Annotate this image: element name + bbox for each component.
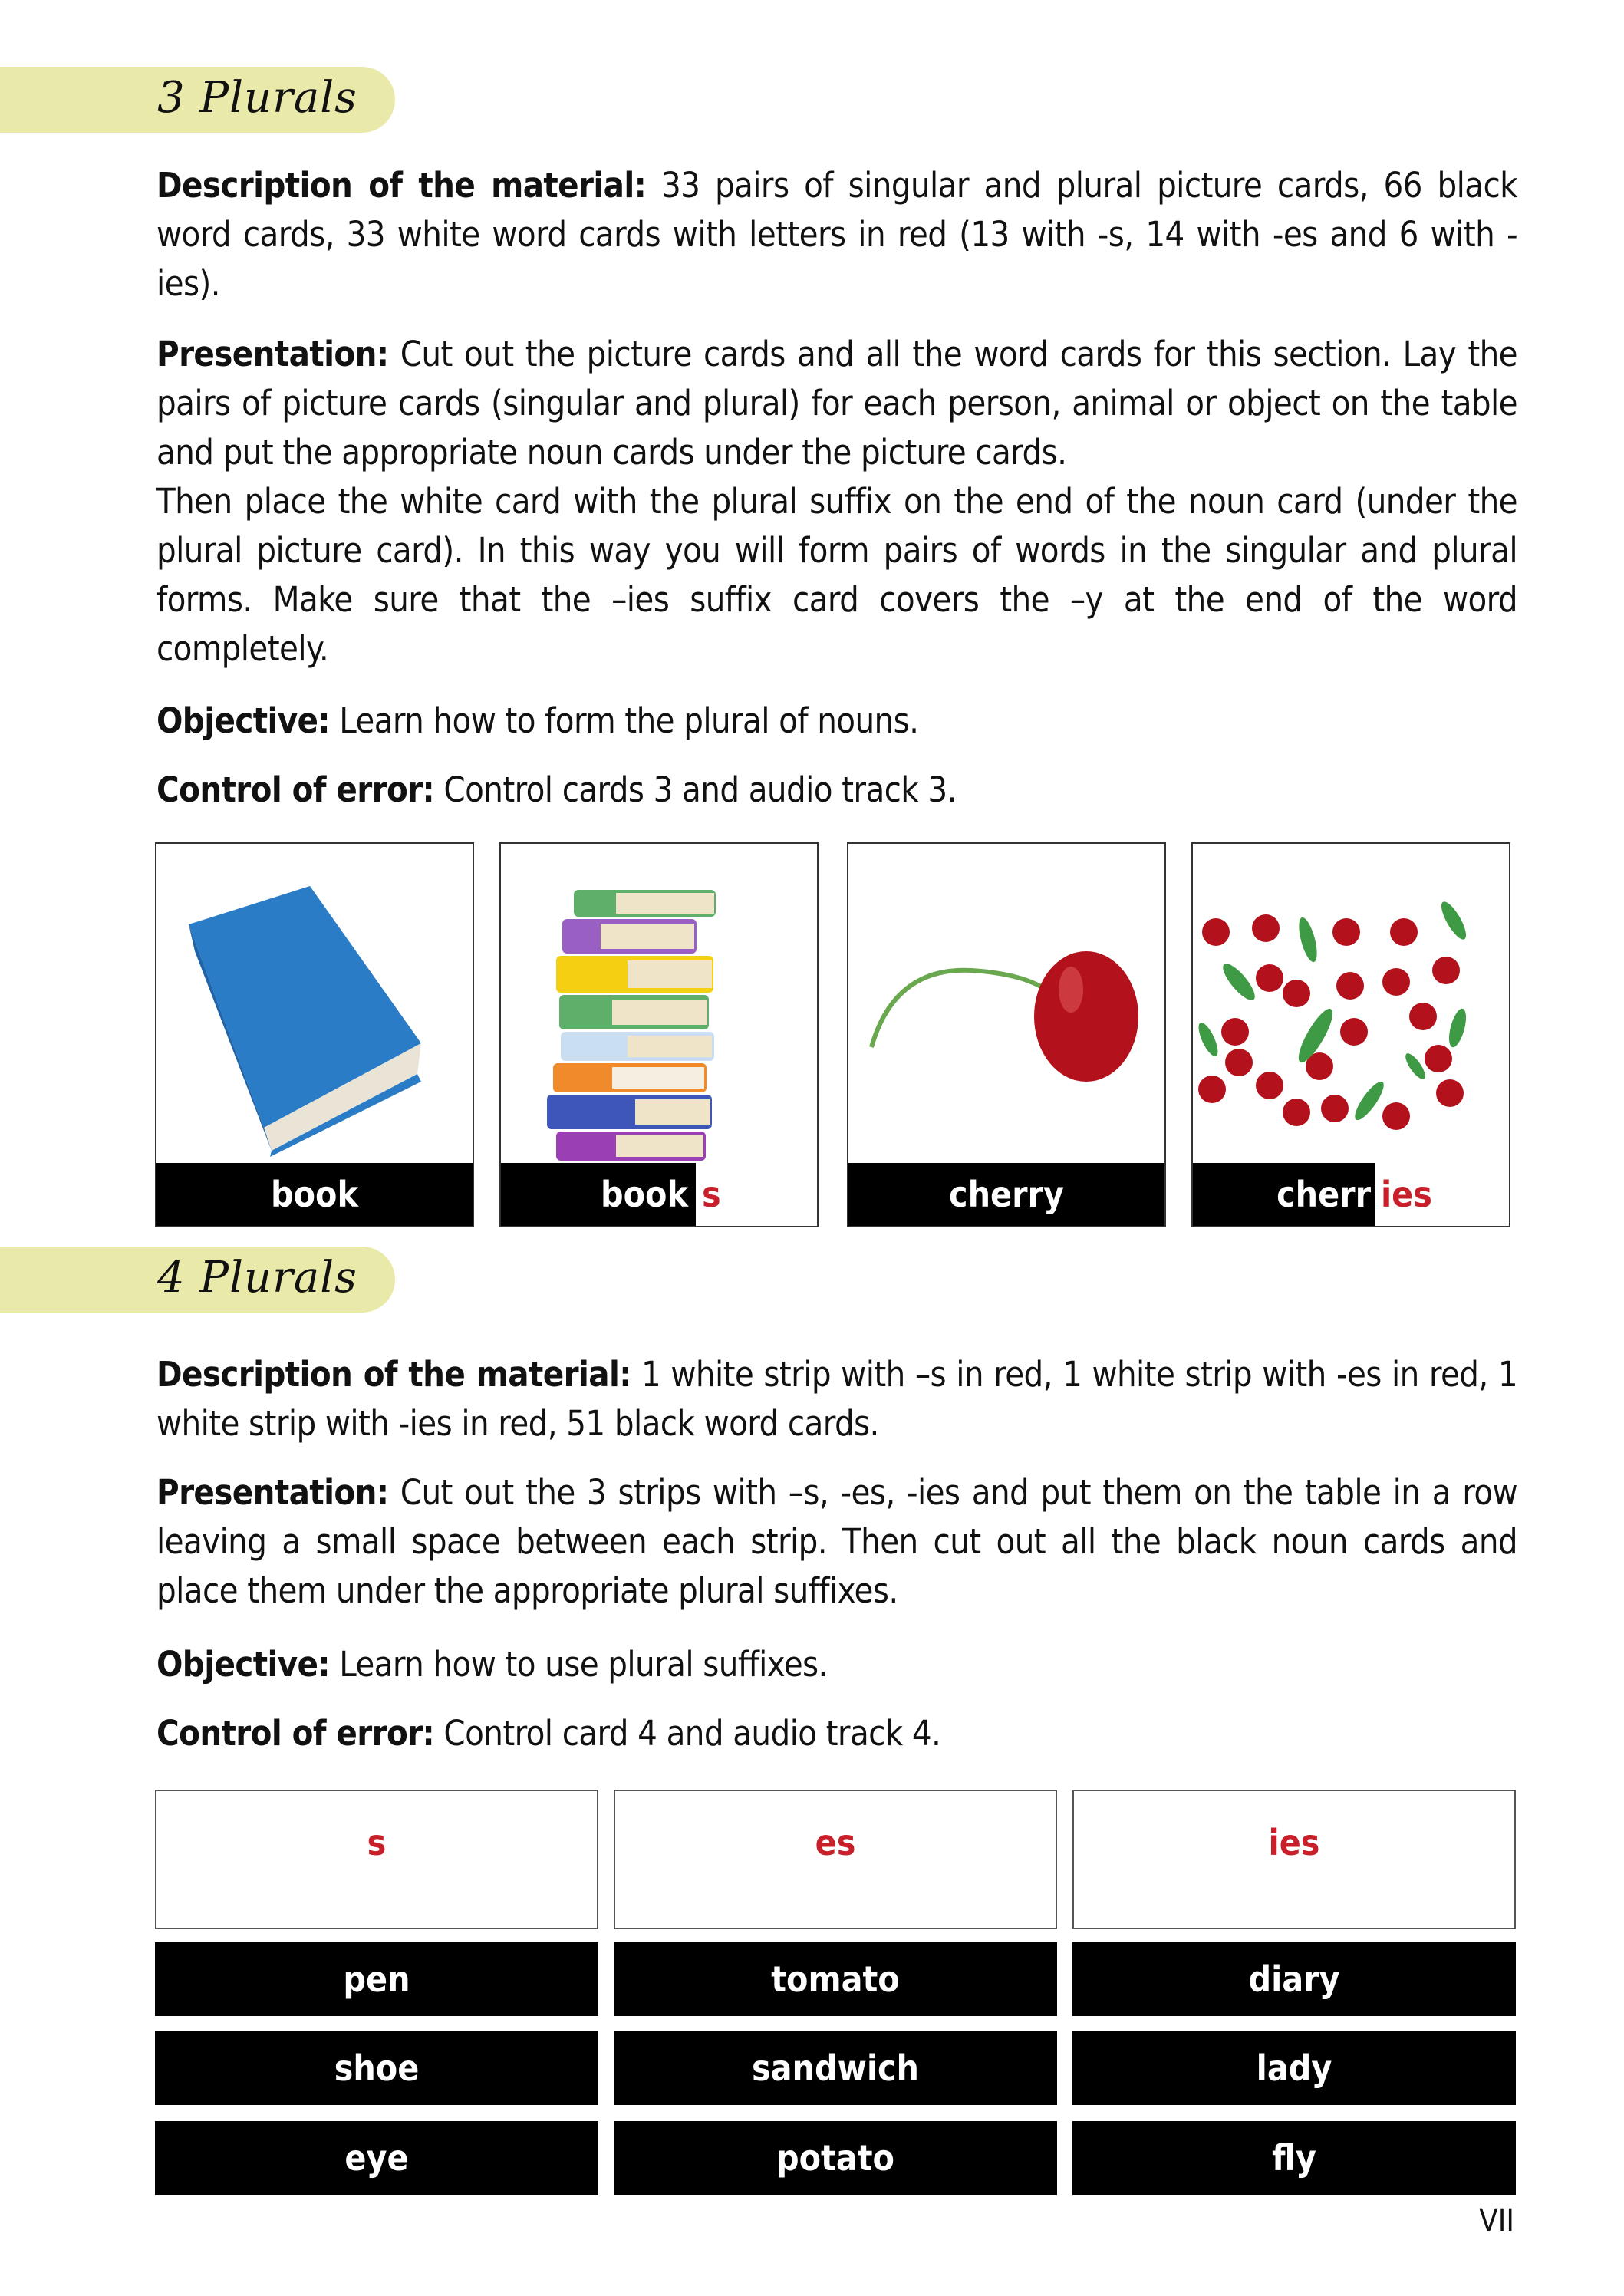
blue-book-image — [156, 844, 474, 1164]
word-band — [501, 1163, 817, 1226]
objective-label: Objective: — [156, 1644, 330, 1685]
word-card: pen — [155, 1942, 598, 2016]
presentation-label: Presentation: — [156, 1472, 389, 1513]
control-label: Control of error: — [156, 1713, 435, 1754]
word-card: potato — [614, 2121, 1057, 2195]
word-card: fly — [1072, 2121, 1516, 2195]
card-word: cherry — [949, 1174, 1064, 1215]
presentation-text-2: Then place the white card with the plural suffix on the end of the noun card (under the plural picture card). In this way you will form pairs of words in the singular and plural forms. Make sure that the –ies suffix card covers the –y at the end of the word completely. — [156, 481, 1517, 669]
description-text: 33 pairs of singular and plural picture cards, 66 black word cards, 33 white word cards with letters in red (13 with -s, 14 with -es and 6 with -ies). — [156, 165, 1517, 304]
card-suffix: s — [696, 1163, 817, 1226]
word-card: sandwich — [614, 2031, 1057, 2105]
picture-card-books — [499, 842, 819, 1227]
word-card: shoe — [155, 2031, 598, 2105]
word-band — [848, 1163, 1164, 1226]
picture-card-book — [155, 842, 474, 1227]
description-text: 1 white strip with –s in red, 1 white strip with -es in red, 1 white strip with -ies in red, 51 black word cards. — [156, 1354, 1517, 1444]
section-3-heading: 3 Plurals — [157, 73, 357, 123]
section-4-heading: 4 Plurals — [157, 1253, 357, 1303]
section-4-description — [156, 1350, 1517, 1448]
control-text: Control card 4 and audio track 4. — [434, 1713, 941, 1754]
suffix-strip-es: es — [614, 1790, 1057, 1929]
card-word: cherr — [1276, 1174, 1371, 1215]
presentation-text: Cut out the picture cards and all the word cards for this section. Lay the pairs of picture cards (singular and plural) for each person, animal or object on the table and put the appropriate noun cards under the picture cards. — [156, 334, 1517, 473]
section-3-control — [156, 766, 1517, 815]
single-cherry-image — [848, 844, 1166, 1164]
section-3-heading-pill — [0, 67, 395, 133]
picture-card-cherries — [1191, 842, 1510, 1227]
suffix-strip-s: s — [155, 1790, 598, 1929]
card-word: book — [600, 1174, 688, 1215]
word-card: eye — [155, 2121, 598, 2195]
objective-label: Objective: — [156, 700, 330, 741]
section-3-description — [156, 161, 1517, 308]
section-3-presentation — [156, 330, 1517, 674]
word-band — [156, 1163, 473, 1226]
section-4-heading-pill — [0, 1247, 395, 1313]
control-text: Control cards 3 and audio track 3. — [434, 769, 957, 810]
page-number: VII — [1479, 2203, 1514, 2238]
description-label: Description of the material: — [156, 1354, 631, 1395]
word-card: lady — [1072, 2031, 1516, 2105]
picture-card-cherry — [847, 842, 1166, 1227]
many-cherries-image — [1193, 844, 1510, 1164]
section-4-control — [156, 1709, 1517, 1758]
section-4-presentation — [156, 1468, 1517, 1616]
word-card: tomato — [614, 1942, 1057, 2016]
objective-text: Learn how to form the plural of nouns. — [330, 700, 919, 741]
section-3-objective — [156, 697, 1517, 746]
control-label: Control of error: — [156, 769, 435, 810]
suffix-strip-ies: ies — [1072, 1790, 1516, 1929]
word-card: diary — [1072, 1942, 1516, 2016]
stack-of-books-image — [501, 844, 819, 1164]
presentation-label: Presentation: — [156, 334, 389, 374]
word-band — [1193, 1163, 1509, 1226]
card-suffix: ies — [1375, 1163, 1509, 1226]
card-word: book — [270, 1174, 358, 1215]
presentation-text: Cut out the 3 strips with –s, -es, -ies and put them on the table in a row leaving a small space between each strip. Then cut out all the black noun cards and place them under the appropriate plural suffixes. — [156, 1472, 1517, 1611]
section-4-objective — [156, 1640, 1517, 1689]
objective-text: Learn how to use plural suffixes. — [330, 1644, 828, 1685]
description-label: Description of the material: — [156, 165, 647, 206]
